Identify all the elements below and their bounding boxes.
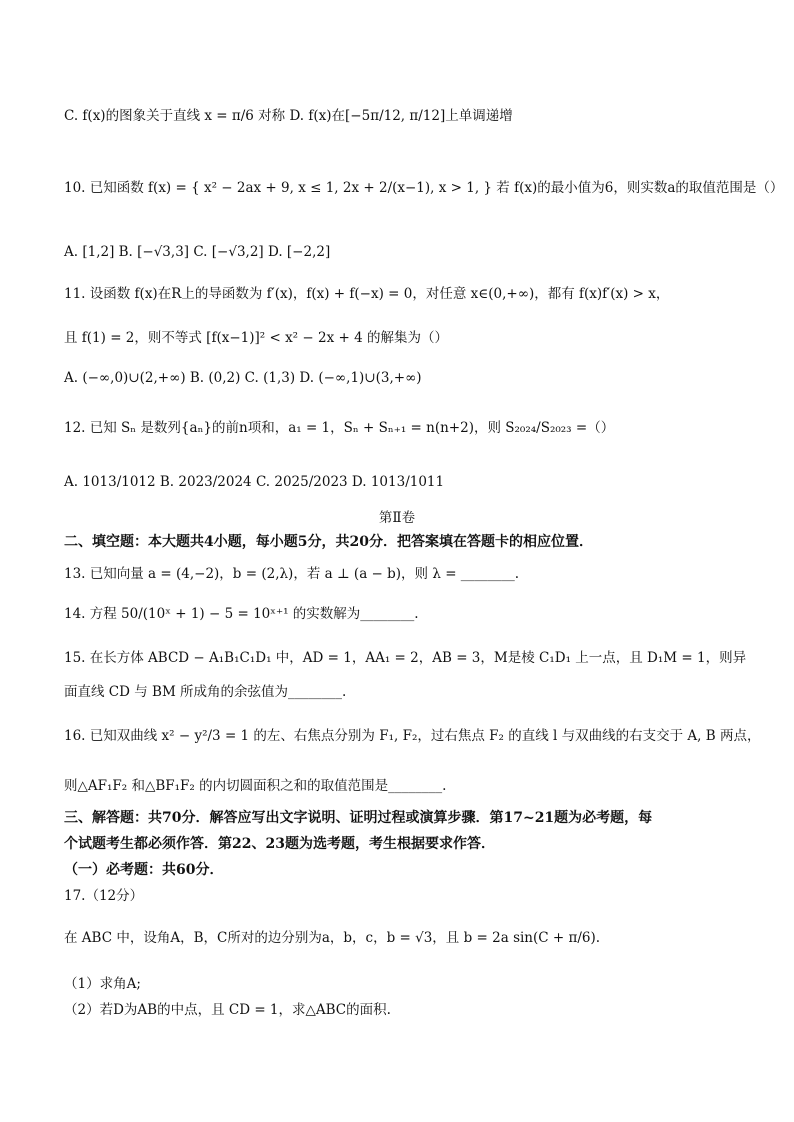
q15-line1: 15. 在长方体 ABCD − A₁B₁C₁D₁ 中，AD = 1，AA₁ = 2，AB = 3，M是棱 C₁D₁ 上一点，且 D₁M = 1，则异 — [64, 650, 747, 666]
q17-part2: （2）若D为AB的中点，且 CD = 1，求△ABC的面积. — [64, 1002, 391, 1018]
q15-line2: 面直线 CD 与 BM 所成角的余弦值为________. — [64, 684, 347, 700]
q17-part1: （1）求角A; — [64, 976, 141, 992]
section-heading-answer-line2: 个试题考生都必须作答．第22、23题为选考题，考生根据要求作答． — [64, 836, 495, 852]
q17-stem: 在 ABC 中，设角A，B，C所对的边分别为a，b，c，b = √3，且 b = 2a sin(C + π/6). — [64, 930, 601, 946]
q9-options-cd: C. f(x)的图象关于直线 x = π/6 对称 D. f(x)在[−5π/12, π/12]上单调递增 — [64, 108, 513, 124]
section-heading-answer-line1: 三、解答题：共70分．解答应写出文字说明、证明过程或演算步骤．第17~21题为必考题，每 — [64, 810, 653, 826]
q11-stem-line1: 11. 设函数 f(x)在R上的导函数为 f′(x)，f(x) + f(−x) = 0，对任意 x∈(0,+∞)，都有 f(x)f′(x) > x， — [64, 286, 670, 302]
q11-stem-line2: 且 f(1) = 2，则不等式 [f(x−1)]² < x² − 2x + 4 的解集为（） — [64, 330, 448, 346]
section-title-volume-2: 第Ⅱ卷 — [378, 510, 416, 526]
q16-line1: 16. 已知双曲线 x² − y²/3 = 1 的左、右焦点分别为 F₁, F₂，过右焦点 F₂ 的直线 l 与双曲线的右支交于 A, B 两点， — [64, 728, 761, 744]
section-heading-fill-in: 二、填空题：本大题共4小题，每小题5分，共20分．把答案填在答题卡的相应位置． — [64, 534, 593, 550]
q10-options: A. [1,2] B. [−√3,3] C. [−√3,2] D. [−2,2] — [64, 244, 331, 260]
subsection-required: （一）必考题：共60分． — [64, 862, 224, 878]
q17-header: 17.（12分） — [64, 888, 144, 904]
q16-line2: 则△AF₁F₂ 和△BF₁F₂ 的内切圆面积之和的取值范围是________. — [64, 778, 447, 794]
q12-options: A. 1013/1012 B. 2023/2024 C. 2025/2023 D. 1013/1011 — [64, 474, 445, 490]
q11-options: A. (−∞,0)∪(2,+∞) B. (0,2) C. (1,3) D. (−∞,1)∪(3,+∞) — [64, 370, 422, 386]
q10-stem: 10. 已知函数 f(x) = { x² − 2ax + 9, x ≤ 1, 2x + 2/(x−1), x > 1, } 若 f(x)的最小值为6，则实数a的取值范围是（） — [64, 180, 784, 196]
q12-stem: 12. 已知 Sₙ 是数列{aₙ}的前n项和，a₁ = 1，Sₙ + Sₙ₊₁ = n(n+2)，则 S₂₀₂₄/S₂₀₂₃ =（） — [64, 420, 615, 436]
q13: 13. 已知向量 a = (4,−2)，b = (2,λ)，若 a ⊥ (a − b)，则 λ = ________. — [64, 566, 520, 582]
q14: 14. 方程 50/(10ˣ + 1) − 5 = 10ˣ⁺¹ 的实数解为________. — [64, 606, 419, 622]
